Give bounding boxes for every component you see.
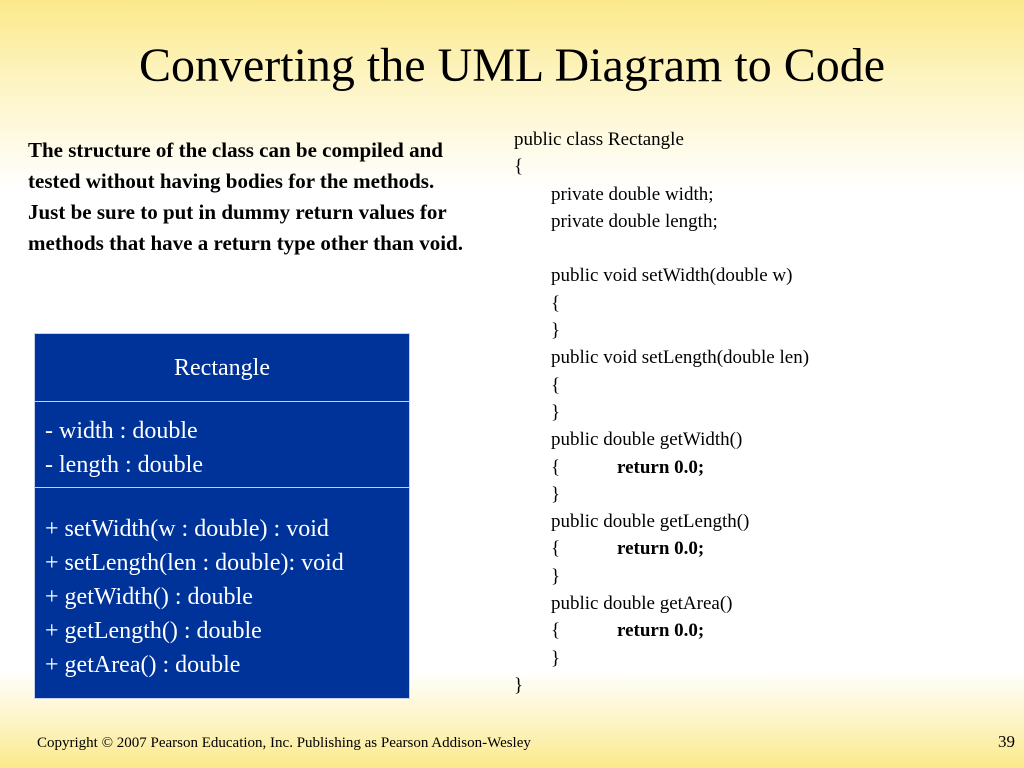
slide-title: Converting the UML Diagram to Code <box>138 39 886 92</box>
uml-method: + setWidth(w : double) : void <box>45 516 329 542</box>
code-class-open-brace <box>514 153 684 180</box>
code-method-close-brace <box>514 645 684 672</box>
uml-method: + getWidth() : double <box>45 584 253 610</box>
uml-class-name: Rectangle <box>35 334 409 402</box>
code-text: public double getWidth() <box>551 429 743 451</box>
code-text: { <box>551 374 561 396</box>
code-text: public void setLength(double len) <box>551 347 810 369</box>
code-text: } <box>514 674 524 696</box>
uml-class-diagram <box>34 333 410 699</box>
code-method-open-brace <box>514 290 684 317</box>
code-field <box>514 208 718 235</box>
code-method-signature <box>514 508 750 535</box>
code-text: { <box>551 456 561 478</box>
code-text: { <box>551 538 561 560</box>
code-method-close-brace <box>514 399 684 426</box>
code-method-close-brace <box>514 481 684 508</box>
code-method-signature <box>514 590 733 617</box>
code-return-statement: return 0.0; <box>617 456 705 478</box>
code-method-body <box>514 454 705 481</box>
code-method-body <box>514 617 705 644</box>
code-listing <box>514 126 810 699</box>
code-method-signature <box>514 262 793 289</box>
code-text: { <box>551 292 561 314</box>
code-method-close-brace <box>514 317 684 344</box>
code-text: } <box>551 401 561 423</box>
code-method-close-brace <box>514 563 684 590</box>
code-method-signature <box>514 426 743 453</box>
copyright-footer: Copyright © 2007 Pearson Education, Inc. Publishing as Pearson Addison-Wesley <box>37 735 531 751</box>
code-text: private double width; <box>551 183 714 205</box>
intro-paragraph: The structure of the class can be compiled and tested without having bodies for the methods. Just be sure to put in dummy return values for methods that have a return type other than void. <box>28 138 463 255</box>
code-return-statement: return 0.0; <box>617 620 705 642</box>
code-method-open-brace <box>514 372 684 399</box>
code-text: { <box>514 156 524 178</box>
code-class-close-brace <box>514 672 684 699</box>
code-text: { <box>551 620 561 642</box>
code-text: public class Rectangle <box>514 129 684 150</box>
uml-attributes <box>35 402 409 488</box>
code-text: } <box>551 647 561 669</box>
code-text: private double length; <box>551 210 718 232</box>
page-number: 39 <box>998 732 1015 751</box>
code-text: public void setWidth(double w) <box>551 265 793 287</box>
code-class-declaration <box>514 126 684 153</box>
code-blank-line <box>514 235 684 262</box>
uml-attribute: - width : double <box>45 418 198 444</box>
uml-attribute: - length : double <box>45 452 203 478</box>
code-text: public double getLength() <box>551 511 750 533</box>
code-field <box>514 181 714 208</box>
code-text: public double getArea() <box>551 593 733 615</box>
uml-method: + getLength() : double <box>45 618 262 644</box>
code-text: } <box>551 320 561 342</box>
code-text: } <box>551 565 561 587</box>
code-method-signature <box>514 344 810 371</box>
uml-methods <box>35 488 409 682</box>
uml-method: + getArea() : double <box>45 652 241 678</box>
code-text: } <box>551 483 561 505</box>
uml-method: + setLength(len : double): void <box>45 550 344 576</box>
code-return-statement: return 0.0; <box>617 538 705 560</box>
code-method-body <box>514 535 705 562</box>
